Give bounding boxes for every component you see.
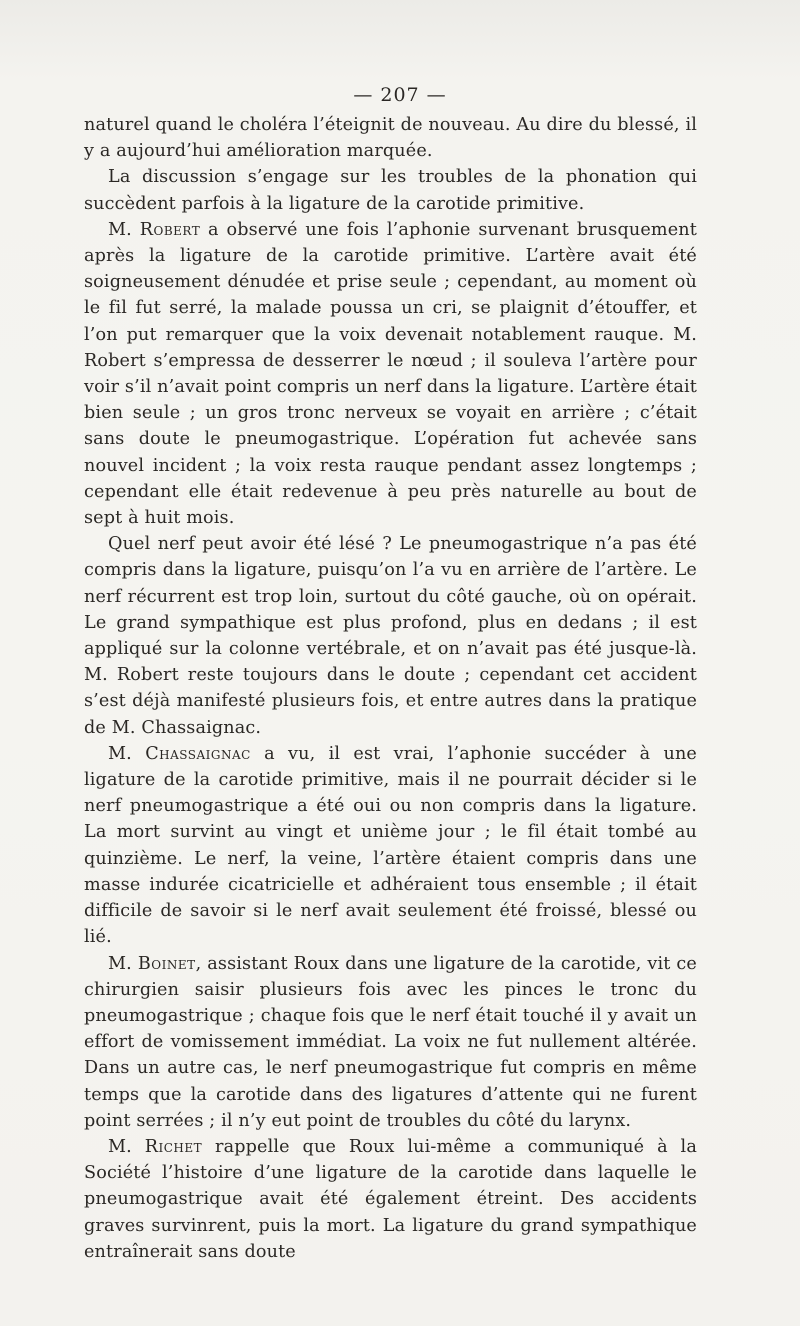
paragraph-discussion xyxy=(84,164,697,216)
speaker-title: M. xyxy=(108,1136,132,1157)
page-number: — 207 — xyxy=(353,84,447,106)
speaker-name: Boinet xyxy=(137,953,196,974)
speaker-title: M. xyxy=(108,743,132,764)
speaker-title: M. xyxy=(108,219,132,240)
paragraph-text: , assistant Roux dans une ligature de la carotide, vit ce chirurgien saisir plusieurs fois avec les pinces le tronc du pneumogastrique ; chaque fois que le nerf était touché il y avait un effort de vomissement immédiat. La voix ne fut nullement altérée. Dans un autre cas, le nerf pneumogastrique fut compris en même temps que la carotide dans des ligatures d’attente qui ne furent point serrées ; il n’y eut point de troubles du côté du larynx. xyxy=(84,953,697,1131)
paragraph-text: a observé une fois l’aphonie survenant brusquement après la ligature de la carotide primitive. L’artère avait été soigneusement dénudée et prise seule ; cependant, au moment où le fil fut serré, la malade poussa un cri, se plaignit d’étouffer, et l’on put remarquer que la voix devenait notablement rauque. M. Robert s’empressa de desserrer le nœud ; il souleva l’artère pour voir s’il n’avait point compris un nerf dans la ligature. L’artère était bien seule ; un gros tronc nerveux se voyait en arrière ; c’était sans doute le pneumogastrique. L’opération fut achevée sans nouvel incident ; la voix resta rauque pendant assez longtemps ; cependant elle était redevenue à peu près naturelle au bout de sept à huit mois. xyxy=(84,219,697,529)
paragraph-richet xyxy=(84,1134,697,1265)
paragraph-question xyxy=(84,531,697,741)
speaker-name: Chassaignac xyxy=(145,743,251,764)
paragraph-robert xyxy=(84,217,697,531)
paragraph-text: rappelle que Roux lui-même a communiqué à la Société l’histoire d’une ligature de la carotide dans laquelle le pneumogastrique avait été également étreint. Des accidents graves survinrent, puis la mort. La ligature du grand sympathique entraînerait sans doute xyxy=(84,1136,697,1262)
paragraph-chassaignac xyxy=(84,741,697,951)
paragraph-boinet xyxy=(84,951,697,1134)
paragraph-text: naturel quand le choléra l’éteignit de nouveau. Au dire du blessé, il y a aujourd’hui amélioration marquée. xyxy=(84,115,697,162)
paragraph-text: La discussion s’engage sur les troubles de la phonation qui succèdent parfois à la ligature de la carotide primitive. xyxy=(84,167,697,214)
speaker-name: Robert xyxy=(139,219,201,240)
speaker-name: Richet xyxy=(144,1136,203,1157)
body-text xyxy=(84,112,697,1265)
speaker-title: M. xyxy=(108,953,132,974)
paragraph-continuation xyxy=(84,112,697,164)
paragraph-text: a vu, il est vrai, l’aphonie succéder à une ligature de la carotide primitive, mais il ne pourrait décider si le nerf pneumogastrique a été oui ou non compris dans la ligature. La mort survint au vingt et unième jour ; le fil était tombé au quinzième. Le nerf, la veine, l’artère étaient compris dans une masse indurée cicatricielle et adhéraient tous ensemble ; il était difficile de savoir si le nerf avait seulement été froissé, blessé ou lié. xyxy=(84,743,697,948)
paragraph-text: Quel nerf peut avoir été lésé ? Le pneumogastrique n’a pas été compris dans la ligature, puisqu’on l’a vu en arrière de l’artère. Le nerf récurrent est trop loin, surtout du côté gauche, où on opérait. Le grand sympathique est plus profond, plus en dedans ; il est appliqué sur la colonne vertébrale, et on n’avait pas été jusque-là. M. Robert reste toujours dans le doute ; cependant cet accident s’est déjà manifesté plusieurs fois, et entre autres dans la pratique de M. Chassaignac. xyxy=(84,534,697,738)
